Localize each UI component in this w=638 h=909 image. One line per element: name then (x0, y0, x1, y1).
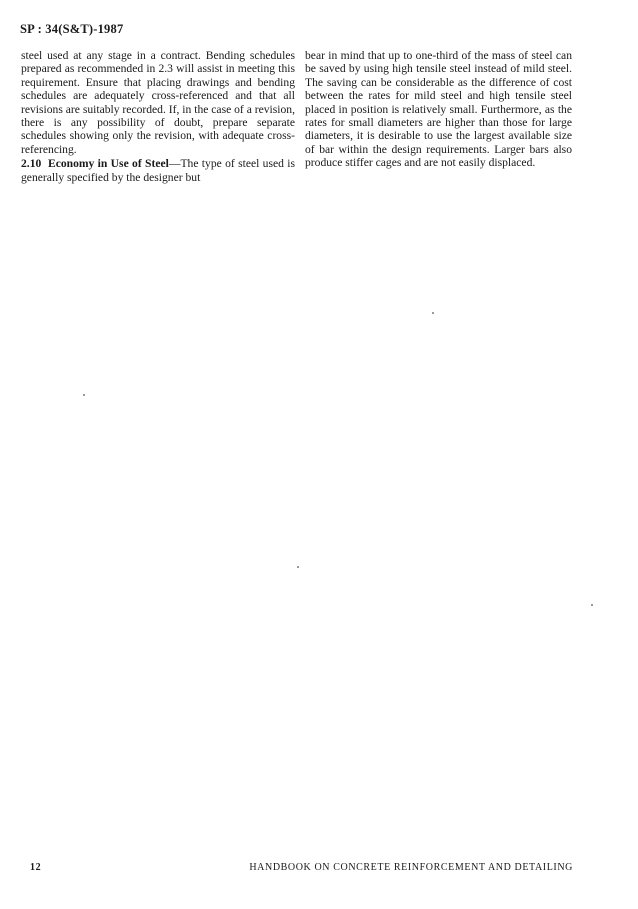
book-title-footer: HANDBOOK ON CONCRETE REINFORCEMENT AND DETAILING (249, 862, 573, 873)
scan-speck (83, 394, 85, 396)
left-text-column (21, 49, 295, 184)
page-number: 12 (30, 862, 42, 873)
section-intro-text: The type of steel used is generally specified by the designer but (21, 157, 295, 184)
section-2-10-paragraph (21, 157, 295, 184)
scan-speck (432, 312, 434, 314)
document-code-header: SP : 34(S&T)-1987 (20, 22, 124, 36)
scan-speck (297, 566, 299, 568)
right-text-column (305, 49, 572, 170)
scan-speck (591, 604, 593, 606)
section-title: Economy in Use of Steel (47, 157, 169, 171)
section-number: 2.10 (21, 157, 42, 171)
steel-economy-paragraph: bear in mind that up to one-third of the mass of steel can be saved by using high tensile steel instead of mild steel. The saving can be considerable as the difference of cost between the rates for mild steel and high tensile steel placed in position is relatively small. Furthermore, as the rates for small diameters are higher than those for large diameters, it is desirable to use the largest available size of bar within the design requirements. Larger bars also produce stiffer cages and are not easily displaced. (305, 49, 572, 170)
revision-paragraph: steel used at any stage in a contract. Bending schedules prepared as recommended in 2.3 will assist in meeting this requirement. Ensure that placing drawings and bending schedules are adequately cross-referenced and that all revisions are suitably recorded. If, in the case of a revision, there is any possibility of doubt, prepare separate schedules showing only the revision, with adequate cross-referencing. (21, 49, 295, 156)
section-dash: — (168, 157, 181, 171)
